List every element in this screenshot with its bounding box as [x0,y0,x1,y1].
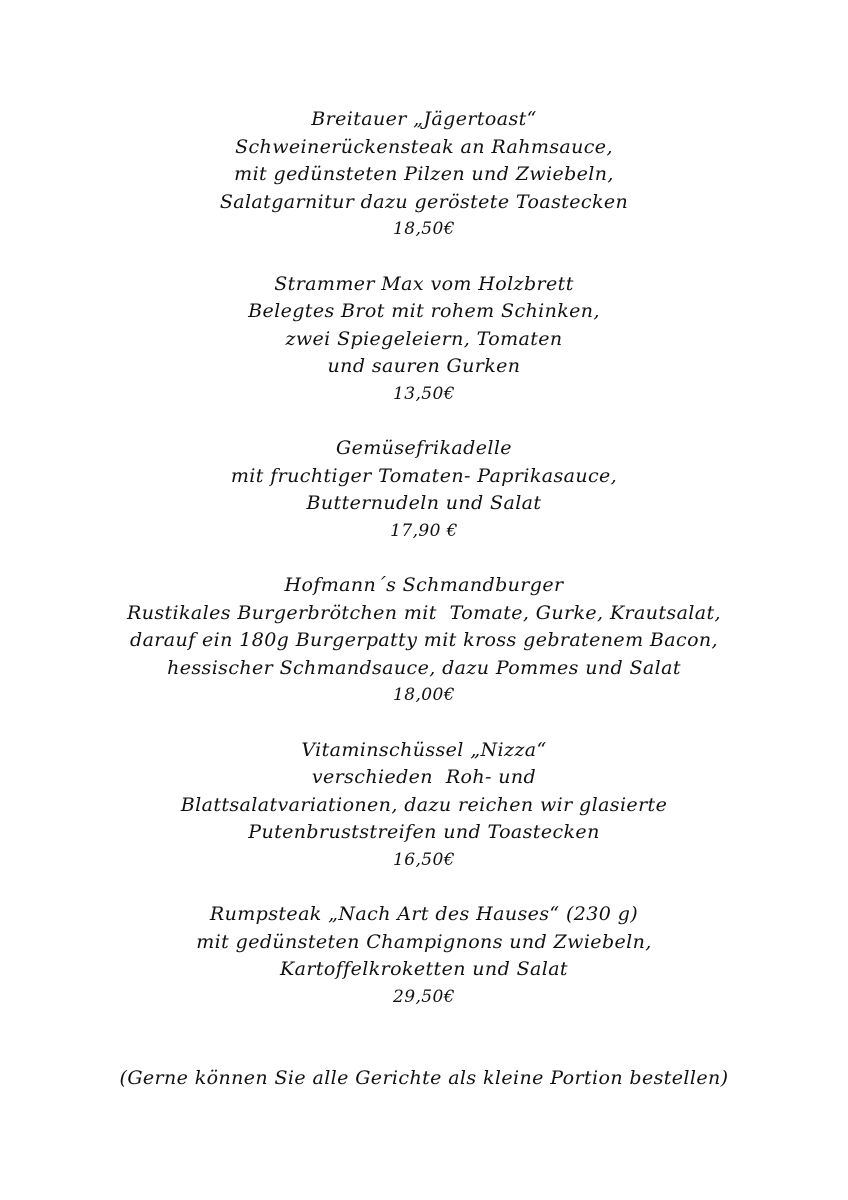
dish-description-line: verschieden Roh- und [311,766,537,788]
dish-strammer-max [0,271,848,409]
dish-description-line: Belegtes Brot mit rohem Schinken, [248,300,600,322]
dish-schmandburger [0,572,848,710]
dish-title: Vitaminschüssel „Nizza“ [301,738,547,761]
dish-title: Breitauer „Jägertoast“ [311,108,537,130]
dish-description-line: Salatgarnitur dazu geröstete Toastecken [219,190,629,213]
dish-jaegertoast [0,106,848,244]
dish-description-line: mit fruchtiger Tomaten- Paprikasauce, [230,464,618,487]
dish-description-line: Blattsalatvariationen, dazu reichen wir glasierte [180,793,668,816]
dish-rumpsteak [0,901,848,1011]
dish-price: 17,90 € [390,520,458,541]
dish-title: Rumpsteak „Nach Art des Hauses“ (230 g) [209,903,639,925]
dish-gemuesefrikadelle [0,435,848,545]
dish-description-line: Rustikales Burgerbrötchen mit Tomate, Gurke, Krautsalat, [127,601,721,624]
dish-vitaminschuessel [0,737,848,875]
dish-title: Hofmann´s Schmandburger [284,574,564,596]
dish-description-line: mit gedünsteten Pilzen und Zwiebeln, [234,163,614,185]
dish-price: 18,50€ [393,219,455,239]
dish-title: Gemüsefrikadelle [336,437,512,459]
dish-description-line: zwei Spiegeleiern, Tomaten [285,327,563,350]
dish-description-line: Schweinerückensteak an Rahmsauce, [235,135,613,158]
dish-description-line: Kartoffelkroketten und Salat [280,958,568,980]
dish-description-line: hessischer Schmandsauce, dazu Pommes und Salat [167,656,681,679]
dish-price: 18,00€ [393,685,455,705]
dish-description-line: und sauren Gurken [327,355,521,377]
dish-description-line: Butternudeln und Salat [306,492,542,514]
dish-description-line: darauf ein 180g Burgerpatty mit kross gebratenem Bacon, [130,629,718,651]
dish-description-line: mit gedünsteten Champignons und Zwiebeln, [196,930,652,953]
dish-description-line: Putenbruststreifen und Toastecken [248,821,600,843]
dish-price: 29,50€ [393,986,455,1007]
dish-price: 13,50€ [393,383,455,404]
dish-title: Strammer Max vom Holzbrett [274,272,574,295]
portion-footnote: (Gerne können Sie alle Gerichte als kleine Portion bestellen) [119,1067,729,1089]
dish-price: 16,50€ [393,849,455,870]
